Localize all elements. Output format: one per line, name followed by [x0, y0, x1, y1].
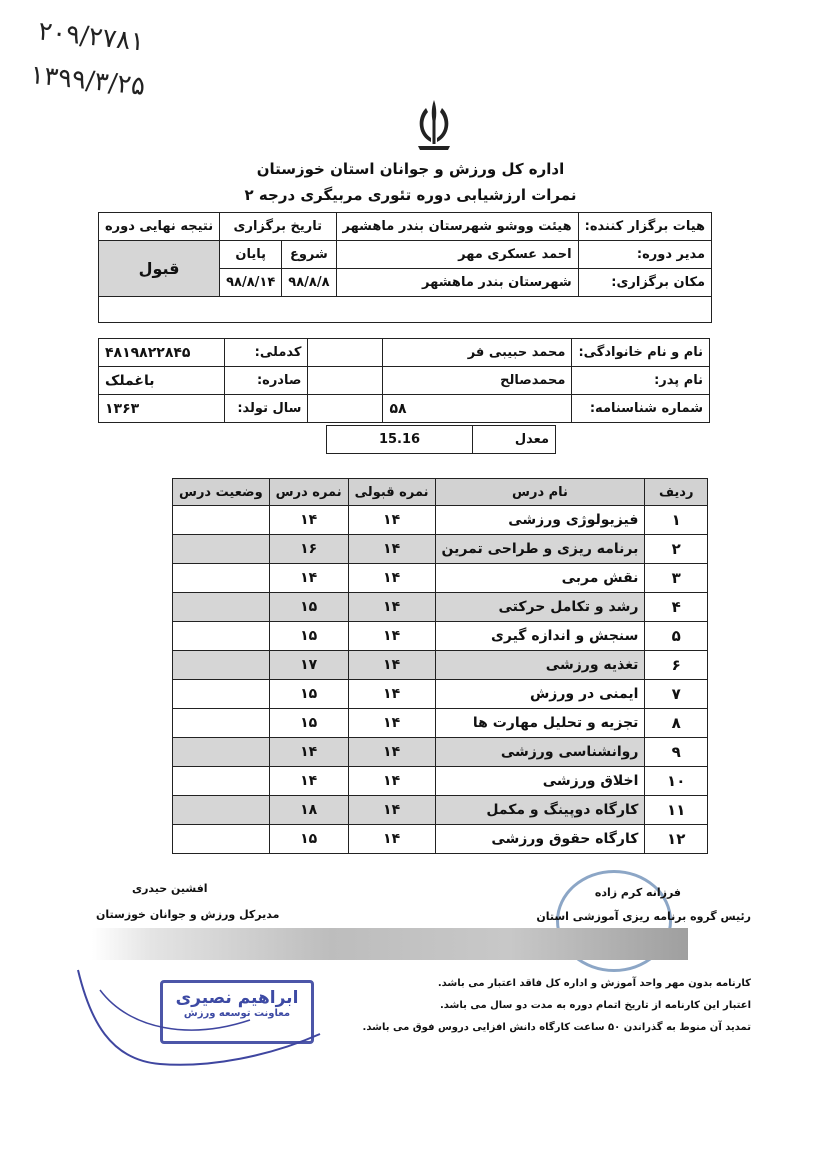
organizer-label: هیات برگزار کننده: [578, 213, 711, 241]
right-signer-name: فرزانه کرم زاده [594, 886, 681, 899]
grades-header-row [173, 479, 708, 506]
col-pass-header: نمره قبولی [348, 479, 435, 506]
place-value: شهرستان بندر ماهشهر [336, 269, 578, 297]
course-name: رشد و تکامل حرکتی [435, 593, 645, 622]
course-status [173, 796, 270, 825]
pass-score: ۱۴ [348, 825, 435, 854]
course-score: ۱۵ [269, 622, 348, 651]
course-name: کارگاه دوپینگ و مکمل [435, 796, 645, 825]
end-label: پایان [220, 241, 282, 269]
average-label: معدل [473, 426, 556, 454]
col-course-header: نام درس [435, 479, 645, 506]
grade-row [173, 564, 708, 593]
start-label: شروع [282, 241, 336, 269]
pass-score: ۱۴ [348, 651, 435, 680]
manager-value: احمد عسکری مهر [336, 241, 578, 269]
left-signer-title: مدیرکل ورزش و جوانان خوزستان [96, 908, 280, 921]
grade-row [173, 796, 708, 825]
national-code-label: کدملی: [225, 339, 308, 367]
row-number: ۸ [645, 709, 708, 738]
course-name: روانشناسی ورزشی [435, 738, 645, 767]
pass-score: ۱۴ [348, 564, 435, 593]
note-3: تمدید آن منوط به گذراندن ۵۰ ساعت کارگاه دانش افزایی دروس فوق می باشد. [362, 1022, 751, 1033]
grades-table [172, 478, 708, 854]
id-number-label: شماره شناسنامه: [572, 395, 710, 423]
end-date: ۹۸/۸/۱۴ [220, 269, 282, 297]
document-title: نمرات ارزشیابی دوره تئوری مربیگری درجه ۲ [244, 186, 577, 204]
date-label: تاریخ برگزاری [220, 213, 336, 241]
signature-scribble [70, 960, 340, 1080]
note-1: کارنامه بدون مهر واحد آموزش و اداره کل فاقد اعتبار می باشد. [437, 978, 751, 989]
course-name: کارگاه حقوق ورزشی [435, 825, 645, 854]
pass-score: ۱۴ [348, 535, 435, 564]
pass-score: ۱۴ [348, 622, 435, 651]
course-name: تغذیه ورزشی [435, 651, 645, 680]
grade-row [173, 506, 708, 535]
course-score: ۱۴ [269, 738, 348, 767]
course-name: اخلاق ورزشی [435, 767, 645, 796]
birth-year-label: سال تولد: [225, 395, 308, 423]
course-status [173, 506, 270, 535]
course-name: برنامه ریزی و طراحی تمرین [435, 535, 645, 564]
pass-score: ۱۴ [348, 709, 435, 738]
pass-score: ۱۴ [348, 767, 435, 796]
course-name: نقش مربی [435, 564, 645, 593]
course-score: ۱۴ [269, 506, 348, 535]
father-value: محمدصالح [383, 367, 572, 395]
id-number-value: ۵۸ [383, 395, 572, 423]
row-number: ۴ [645, 593, 708, 622]
row-number: ۱ [645, 506, 708, 535]
grade-row [173, 535, 708, 564]
issued-value: باغملک [99, 367, 225, 395]
iran-emblem-icon [404, 96, 464, 158]
grade-row [173, 593, 708, 622]
course-status [173, 767, 270, 796]
course-status [173, 535, 270, 564]
course-name: فیزیولوژی ورزشی [435, 506, 645, 535]
course-status [173, 622, 270, 651]
name-value: محمد حبیبی فر [383, 339, 572, 367]
right-signer-title: رئیس گروه برنامه ریزی آموزشی استان [536, 910, 751, 923]
course-status [173, 680, 270, 709]
col-score-header: نمره درس [269, 479, 348, 506]
spacer-row [99, 297, 712, 323]
note-2: اعتبار این کارنامه از تاریخ اتمام دوره به مدت دو سال می باشد. [439, 1000, 751, 1011]
grade-row [173, 709, 708, 738]
manager-label: مدیر دوره: [578, 241, 711, 269]
row-number: ۱۰ [645, 767, 708, 796]
person-info-table [98, 338, 710, 423]
row-number: ۶ [645, 651, 708, 680]
grade-row [173, 622, 708, 651]
course-score: ۱۵ [269, 825, 348, 854]
handwritten-date: ۱۳۹۹/۳/۲۵ [28, 60, 147, 102]
pass-score: ۱۴ [348, 738, 435, 767]
course-name: ایمنی در ورزش [435, 680, 645, 709]
blank-cell [308, 395, 383, 423]
course-score: ۱۵ [269, 709, 348, 738]
course-status [173, 709, 270, 738]
left-signer-name: افشین حیدری [132, 882, 208, 895]
start-date: ۹۸/۸/۸ [282, 269, 336, 297]
stamp-title: معاونت توسعه ورزش [183, 1008, 291, 1019]
row-number: ۱۲ [645, 825, 708, 854]
row-number: ۹ [645, 738, 708, 767]
course-name: تجزیه و تحلیل مهارت ها [435, 709, 645, 738]
grade-row [173, 651, 708, 680]
row-number: ۳ [645, 564, 708, 593]
pass-score: ۱۴ [348, 796, 435, 825]
course-status [173, 825, 270, 854]
org-title: اداره کل ورزش و جوانان استان خوزستان [256, 160, 565, 178]
national-code-value: ۴۸۱۹۸۲۲۸۴۵ [99, 339, 225, 367]
row-number: ۲ [645, 535, 708, 564]
issued-label: صادره: [225, 367, 308, 395]
scan-stripe [92, 928, 688, 960]
col-row-header: ردیف [645, 479, 708, 506]
course-score: ۱۵ [269, 593, 348, 622]
course-score: ۱۴ [269, 564, 348, 593]
grade-row [173, 767, 708, 796]
col-status-header: وضعیت درس [173, 479, 270, 506]
organizer-value: هیئت ووشو شهرستان بندر ماهشهر [336, 213, 578, 241]
row-number: ۵ [645, 622, 708, 651]
course-status [173, 738, 270, 767]
course-status [173, 593, 270, 622]
course-score: ۱۴ [269, 767, 348, 796]
row-number: ۷ [645, 680, 708, 709]
pass-score: ۱۴ [348, 506, 435, 535]
final-result: قبول [99, 241, 220, 297]
grade-row [173, 825, 708, 854]
grade-row [173, 680, 708, 709]
blank-cell [308, 339, 383, 367]
average-table [326, 425, 556, 454]
name-label: نام و نام خانوادگی: [572, 339, 710, 367]
course-info-table [98, 212, 712, 323]
course-score: ۱۷ [269, 651, 348, 680]
course-status [173, 564, 270, 593]
pass-score: ۱۴ [348, 593, 435, 622]
course-status [173, 651, 270, 680]
handwritten-number: ۲۰۹/۲۷۸۱ [36, 16, 146, 58]
course-score: ۱۵ [269, 680, 348, 709]
father-label: نام پدر: [572, 367, 710, 395]
grade-row [173, 738, 708, 767]
course-name: سنجش و اندازه گیری [435, 622, 645, 651]
blank-cell [308, 367, 383, 395]
birth-year-value: ۱۳۶۳ [99, 395, 225, 423]
course-score: ۱۸ [269, 796, 348, 825]
result-label: نتیجه نهایی دوره [99, 213, 220, 241]
pass-score: ۱۴ [348, 680, 435, 709]
course-score: ۱۶ [269, 535, 348, 564]
stamp-name: ابراهیم نصیری [175, 988, 299, 1008]
place-label: مکان برگزاری: [578, 269, 711, 297]
average-value: 15.16 [327, 426, 473, 454]
row-number: ۱۱ [645, 796, 708, 825]
